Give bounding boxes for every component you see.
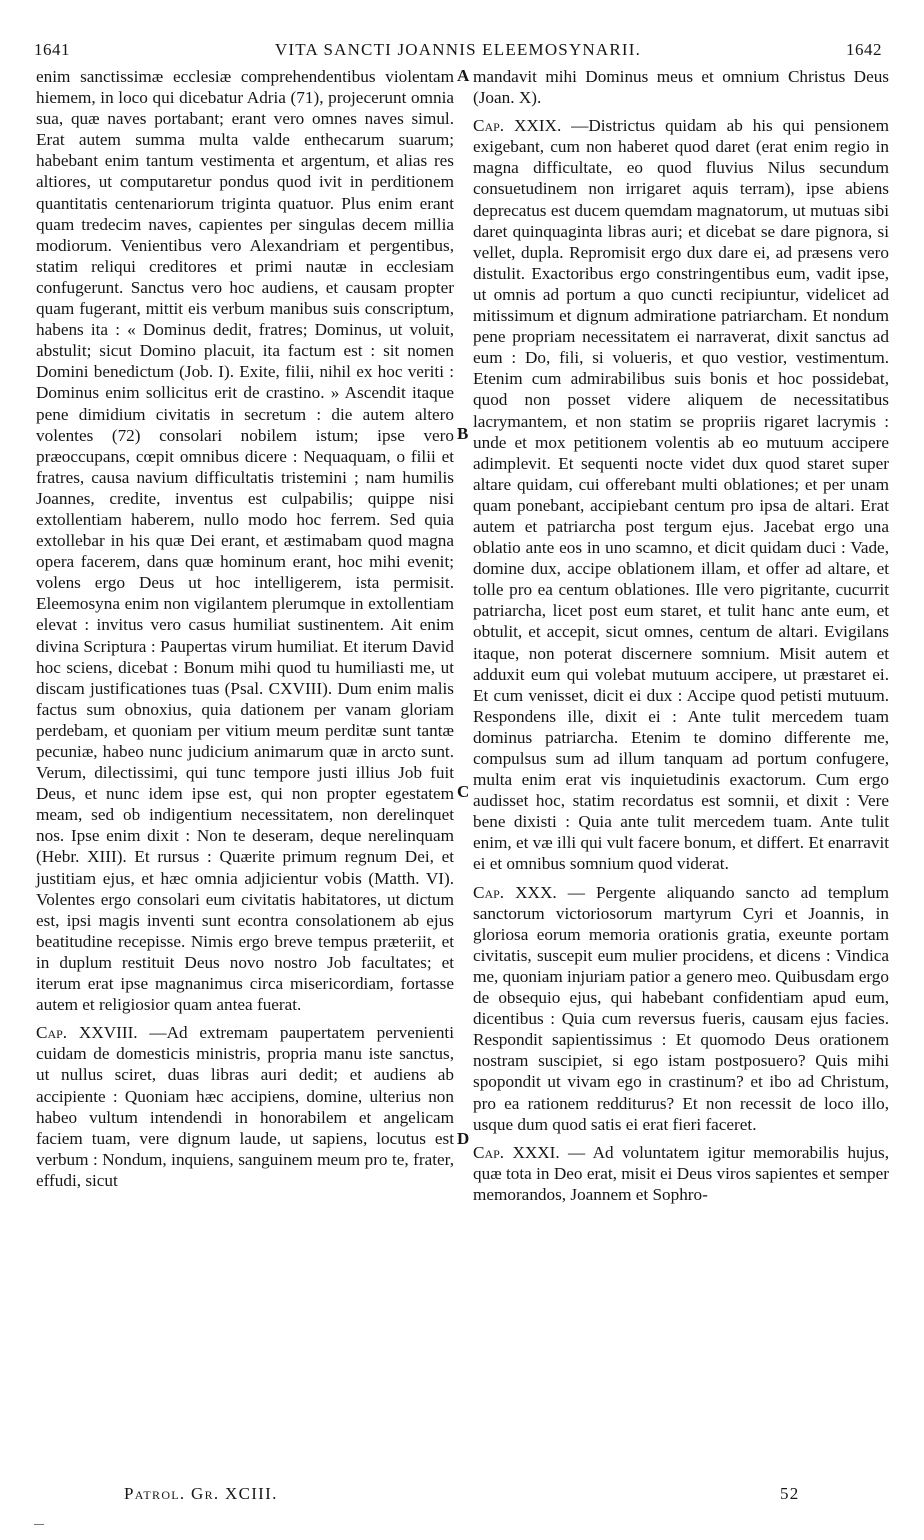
- right-paragraph: [473, 66, 889, 108]
- running-title: VITA SANCTI JOANNIS ELEEMOSYNARII.: [274, 40, 642, 59]
- chapter-text: — Ad voluntatem igitur memorabilis hujus, quæ tota in Deo erat, misit ei Deus viros sapientes et semper memorandos, Joannem et Sophro-: [473, 1142, 889, 1204]
- chapter-xxviii-paragraph: [36, 1022, 454, 1191]
- chapter-text: —Ad extremam paupertatem pervenienti cuidam de domesticis ministris, propria manu iste sanctus, ut nullus sciret, duas libras auri dedit; et audiens ab accipiente : Quoniam hæc accipiens, domine, ulterius non habeo vultum intendendi in honorabilem et angelicam faciem tuam, vere dignum laude, ut sapiens, locutus est verbum : Nondum, inquiens, sanguinem meum pro te, frater, effudi, sicut: [36, 1023, 454, 1190]
- left-column-number: 1641: [34, 40, 70, 59]
- left-paragraph-text: enim sanctissimæ ecclesiæ comprehendentibus violentam hiemem, in loco qui dicebatur Adria (71), projecerunt omnia sua, quæ naves portabant; erant vero omnes naves simul. Erat autem summa multa valde enthecarum suarum; habebant enim tantum vestimenta et argentum, et alias res altiores, ut computaretur pondus quod ivit in perditionem quantitatis centenariorum triginta quatuor. Plus enim erant quam tredecim naves, capientes per singulas decem millia modiorum. Venientibus vero Alexandriam et pergentibus, statim reliqui creditores et primi nautæ in ecclesiam confugerunt. Sanctus vero hoc audiens, et causam propter quam fugerant, mittit eis verbum manibus suis conscriptum, habens ita : « Dominus dedit, fratres; Dominus, ut voluit, abstulit; sicut Domino placuit, ita factum est : sit nomen Domini benedictum (Job. I). Exite, filii, nihil ex hoc veriti : Dominus enim sollicitus erit de crastino. » Ascendit itaque pene dimidium civitatis in secretum : die autem altero volentes (72) consolari nobilem istum; ipse vero præoccupans, cœpit omnibus dicere : Nequaquam, o filii et fratres, causa navium difficultatis tristemini ; nam humilis Joannes, credite, inventus est culpabilis; quippe nisi extollentiam haberem, nullo modo hoc ferrem. Sed quia extollebar in his quæ Dei erant, et æstimabam quod magna opera facerem, dans quæ hominum erant, hoc mihi evenit; volens ergo Deus ut hoc intelligerem, ista permisit. Eleemosyna enim non vigilantem plerumque in extollentiam elevat : invitus vero casus humiliat sustinentem. Ait enim divina Scriptura : Paupertas virum humiliat. Et iterum David hoc sciens, dicebat : Bonum mihi quod tu humiliasti me, ut discam justificationes tuas (Psal. CXVIII). Dum enim malis factus sum obnoxius, quia dationem per vanam gloriam perdebam, et quoniam per vitium meum perditæ sunt tantæ pecuniæ, habeo nunc judicium animarum quæ in arcto sunt. Verum, dilectissimi, qui tunc tempore justi illius Job fuit Deus, et nunc idem ipse est, qui non propter egestatem meam, sed ob indigentium necessitatem, non derelinquet nos. Ipse enim dixit : Non te deseram, deque nerelinquam (Hebr. XIII). Et rursus : Quærite primum regnum Dei, et justitiam ejus, et hæc omnia adjicientur vobis (Matth. VI). Volentes ergo consolari eum civitatis habitatores, ut dictum est, ipsi magis inventi sunt econtra consolationem ab ejus beatitudine recepisse. Nimis ergo breve tempus præteriit, et in duplum restituit Deus novo nostro Job facultates; et iterum erat ipse magnanimus circa misericordiam, fortasse autem et religiosior quam antea fuerat.: [36, 67, 454, 1015]
- right-column: [473, 66, 889, 1205]
- scan-edge-mark: [34, 1524, 44, 1525]
- chapter-xxix-paragraph: [473, 115, 889, 874]
- chapter-heading: Cap. XXIX.: [473, 116, 562, 136]
- chapter-xxx-paragraph: [473, 882, 889, 1135]
- right-paragraph-text: mandavit mihi Dominus meus et omnium Christus Deus (Joan. X).: [473, 67, 889, 108]
- left-paragraph: [36, 66, 454, 1015]
- chapter-text: —Districtus quidam ab his qui pensionem exigebant, cum non haberet quod daret (erat enim regio in magna difficultate, eo quod fluvius Nilus secundum consuetudinem non irrigaret aquis terram), ipse abiens deprecatus est ducem quemdam magnatorum, ut mutuas sibi daret quinquaginta libras auri; et dicebat se dare pignora, si vellet, dupla. Repromisit ergo dux dare ei, ad præsens vero distulit. Exactoribus ergo constringentibus eum, vadit ipse, ut omnis ad portum a quo cuncti recipiuntur, videlicet ad mitissimum et dignum admiratione patriarcham. Et nondum pene propriam necessitatem ei narraverat, dixit sanctus ad eum : Do, fili, si volueris, et quo vestior, vestimentum. Etenim cum admirabilibus suis bonis et hoc possidebat, quod non posset videre aliquem de necessitatibus lacrymantem, et non statim se propriis rigaret lacrymis : unde et mox petitionem volentis ab eo mutuum accipere adimplevit. Et sequenti nocte videt dux quod staret super altare quidam, cui offerebant multi oblationes; et per unam quam ponebant, accipiebant centum pro ipsa de altari. Erat autem et patriarcha post tergum ejus. Jacebat ergo una oblatio ante eos in uno scamno, et dicit quidam duci : Vade, domine dux, accipe oblationem illam, et offer ad altare, et tolle pro ea centum oblationes. Ille vero pigritante, cucurrit patriarcha, licet post eum staret, et tulit hanc ante eum, et obtulit, et accepit, sicut omnes, centum de altari. Evigilans itaque, non poterat discernere somnium. Misit autem et adduxit eum qui volebat mutuum accipere, ut præstaret ei. Et cum venisset, dicit ei dux : Accipe quod petisti mutuum. Respondens ille, dixit ei : Ante tulit mercedem tuam dominus patriarcha. Etenim te domino differente me, compulsus sum ad illum tanquam ad portum confugere, multa enim erat vis inquietudinis exactorum. Cum ergo audisset hoc, statim recordatus est somnii, et dixit : Vere bene dixisti : Quia ante tulit mercedem tuam. Ante tulit enim, et væ illi qui vult facere bonum, et differt. Et enarravit ei et omnibus somnium quod viderat.: [473, 116, 889, 874]
- gathering-number: 52: [780, 1484, 800, 1503]
- chapter-text: — Pergente aliquando sancto ad templum sanctorum victoriosorum martyrum Cyri et Joannis, in gloriosa eorum memoria orationis gratia, exeunte portam civitatis, suscepit eum mulier procidens, et dicens : Vindica me, quoniam injuriam patior a genero meo. Quibusdam ergo de obsequio ejus, qui habebant confidentiam apud eum, dicentibus : Quia cum reversus fueris, causam ejus facies. Respondit sapientissimus : Et quomodo Deus orationem nostram suscipiet, si ego istam postposuero? Quis mihi spopondit ut vivam ego in crastinum? et ibo ad Christum, pro ea rationem redditurus? Et non recessit de loco illo, usque dum quod satis ei erat fieri faceret.: [473, 882, 889, 1134]
- left-column: [36, 66, 454, 1191]
- chapter-xxxi-paragraph: [473, 1142, 889, 1205]
- margin-marker-c: C: [457, 782, 470, 801]
- chapter-heading: Cap. XXXI.: [473, 1142, 560, 1162]
- margin-marker-a: A: [457, 66, 470, 85]
- margin-marker-d: D: [457, 1129, 470, 1148]
- chapter-heading: Cap. XXVIII.: [36, 1023, 138, 1043]
- chapter-heading: Cap. XXX.: [473, 882, 557, 902]
- running-header: [34, 40, 882, 62]
- margin-marker-b: B: [457, 424, 469, 443]
- signature-mark: Patrol. Gr. XCIII.: [124, 1484, 278, 1503]
- right-column-number: 1642: [846, 40, 882, 59]
